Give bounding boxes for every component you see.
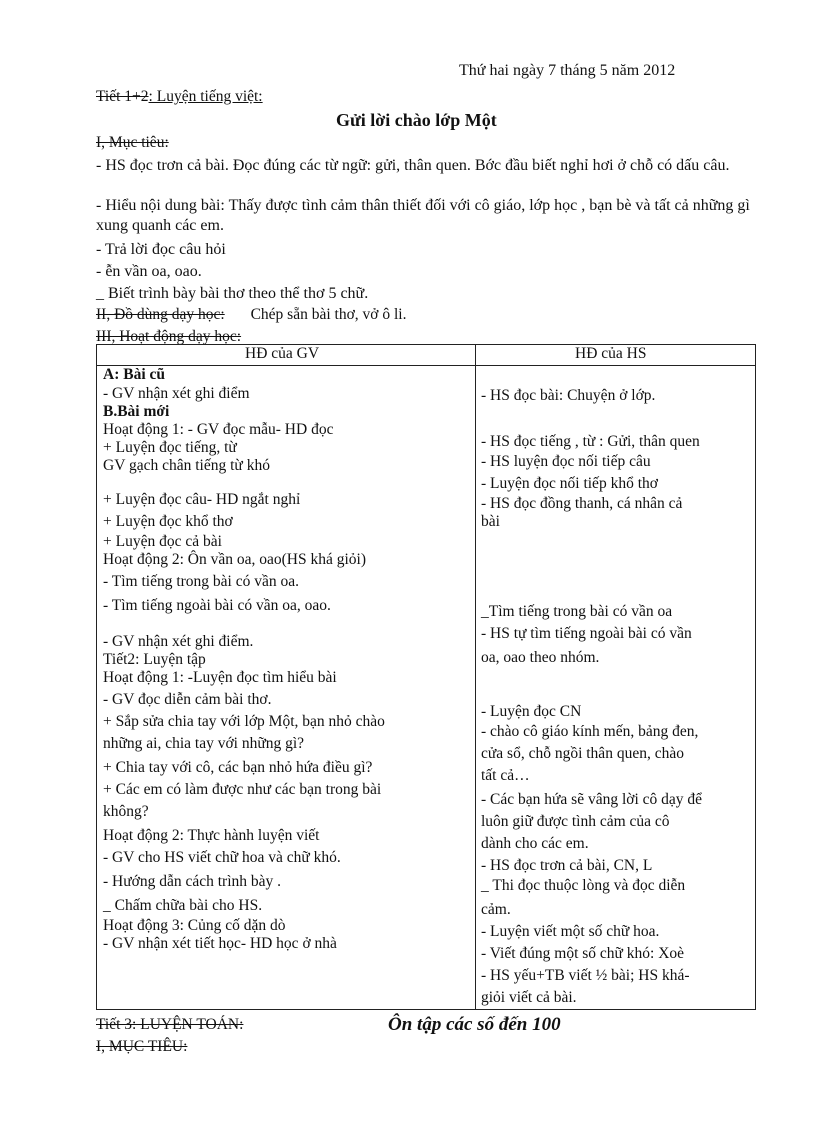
table-row: - HS đọc đồng thanh, cá nhân cả [481, 495, 683, 512]
table-row: - Luyện viết một số chữ hoa. [481, 923, 660, 940]
objective-item: - ễn vần oa, oao. [96, 263, 202, 280]
table-row: GV gạch chân tiếng từ khó [103, 457, 270, 474]
table-row: Hoạt động 3: Củng cố dặn dò [103, 917, 286, 934]
objective-item: - Hiểu nội dung bài: Thấy được tình cảm thân thiết đối với cô giáo, lớp học , bạn bè và tất cả những gì xung quanh các em. [96, 197, 750, 234]
next-lesson-title: Ôn tập các số đến 100 [388, 1014, 561, 1035]
table-row: + Luyện đọc câu- HD ngắt nghỉ [103, 491, 301, 508]
lesson-table [96, 344, 756, 1010]
table-row: Hoạt động 2: Ôn vần oa, oao(HS khá giỏi) [103, 551, 367, 568]
table-row: + Luyện đọc cả bài [103, 533, 222, 550]
table-row: luôn giữ được tình cảm của cô [481, 813, 670, 830]
col-header-student: HĐ của HS [575, 345, 647, 362]
table-row: cảm. [481, 901, 511, 918]
table-row: _ Thi đọc thuộc lòng và đọc diễn [481, 877, 686, 894]
table-row: + Luyện đọc khổ thơ [103, 513, 233, 530]
table-row: + Chia tay với cô, các bạn nhỏ hứa điều gì? [103, 759, 373, 776]
table-row: - Luyện đọc CN [481, 703, 582, 720]
table-row: - HS luyện đọc nối tiếp câu [481, 453, 651, 470]
table-row: - chào cô giáo kính mến, bảng đen, [481, 723, 699, 740]
table-row: + Sắp sửa chia tay với lớp Một, bạn nhỏ chào [103, 713, 385, 730]
date-line: Thứ hai ngày 7 tháng 5 năm 2012 [459, 62, 676, 79]
table-row: - Tìm tiếng trong bài có vần oa. [103, 573, 299, 590]
table-row: - Tìm tiếng ngoài bài có vần oa, oao. [103, 597, 331, 614]
table-row: - HS tự tìm tiếng ngoài bài có vần [481, 625, 692, 642]
table-row: - Viết đúng một số chữ khó: Xoè [481, 945, 685, 962]
table-row: - GV nhận xét ghi điểm [103, 385, 250, 402]
table-header-divider [97, 365, 755, 366]
table-row: - HS yếu+TB viết ½ bài; HS khá- [481, 967, 690, 984]
table-row: B.Bài mới [103, 403, 170, 420]
table-row: - GV nhận xét ghi điểm. [103, 633, 254, 650]
table-row: - Luyện đọc nối tiếp khổ thơ [481, 475, 658, 492]
table-row: _ Chấm chữa bài cho HS. [103, 897, 263, 914]
lesson-title: Gửi lời chào lớp Một [336, 110, 497, 130]
col-header-teacher: HĐ của GV [245, 345, 320, 362]
table-row: Tiết2: Luyện tập [103, 651, 206, 668]
table-row: _Tìm tiếng trong bài có vần oa [481, 603, 673, 620]
objectives-heading: I, Mục tiêu: [96, 134, 169, 151]
materials-line [96, 306, 406, 324]
table-row: - GV cho HS viết chữ hoa và chữ khó. [103, 849, 341, 866]
next-lesson-heading: Tiết 3: LUYỆN TOÁN: [96, 1016, 244, 1033]
table-row: - Các bạn hứa sẽ vâng lời cô dạy để [481, 791, 703, 808]
table-row: + Các em có làm được như các bạn trong bài [103, 781, 382, 798]
table-row: không? [103, 803, 149, 820]
table-row: Hoạt động 1: -Luyện đọc tìm hiểu bài [103, 669, 337, 686]
materials-heading: II, Đồ dùng dạy học: [96, 306, 225, 323]
objective-item: - HS đọc trơn cả bài. Đọc đúng các từ ngữ: gửi, thân quen. Bớc đầu biết nghỉ hơi ở chỗ có dấu câu. [96, 157, 730, 174]
table-row: cửa sổ, chỗ ngồi thân quen, chào [481, 745, 684, 762]
table-row: dành cho các em. [481, 835, 589, 852]
table-row: những ai, chia tay với những gì? [103, 735, 305, 752]
next-objectives-heading: I, MỤC TIÊU: [96, 1038, 188, 1055]
table-row: + Luyện đọc tiếng, từ [103, 439, 237, 456]
materials-text: Chép sẵn bài thơ, vở ô li. [250, 306, 407, 323]
lesson-heading [96, 88, 263, 106]
table-row: A: Bài cũ [103, 366, 165, 383]
table-row: tất cả… [481, 767, 530, 784]
table-row: - Hướng dẫn cách trình bày . [103, 873, 282, 890]
table-row: - HS đọc bài: Chuyện ở lớp. [481, 387, 656, 404]
lesson-number: Tiết 1+2 [96, 88, 149, 105]
lesson-subject: : Luyện tiếng việt: [148, 88, 263, 105]
activities-heading: III, Hoạt động dạy học: [96, 328, 242, 345]
table-row: giỏi viết cả bài. [481, 989, 577, 1006]
table-row: Hoạt động 2: Thực hành luyện viết [103, 827, 320, 844]
table-divider [475, 345, 476, 1009]
table-row: Hoạt động 1: - GV đọc mẫu- HD đọc [103, 421, 334, 438]
table-row: - GV đọc diễn cảm bài thơ. [103, 691, 272, 708]
table-row: oa, oao theo nhóm. [481, 649, 600, 666]
table-row: - GV nhận xét tiết học- HD học ở nhà [103, 935, 337, 952]
objective-item: - Trả lời đọc câu hỏi [96, 241, 226, 258]
table-row: bài [481, 513, 500, 530]
table-row: - HS đọc tiếng , từ : Gửi, thân quen [481, 433, 700, 450]
objective-item: _ Biết trình bày bài thơ theo thể thơ 5 chữ. [96, 285, 369, 302]
table-row: - HS đọc trơn cả bài, CN, L [481, 857, 653, 874]
